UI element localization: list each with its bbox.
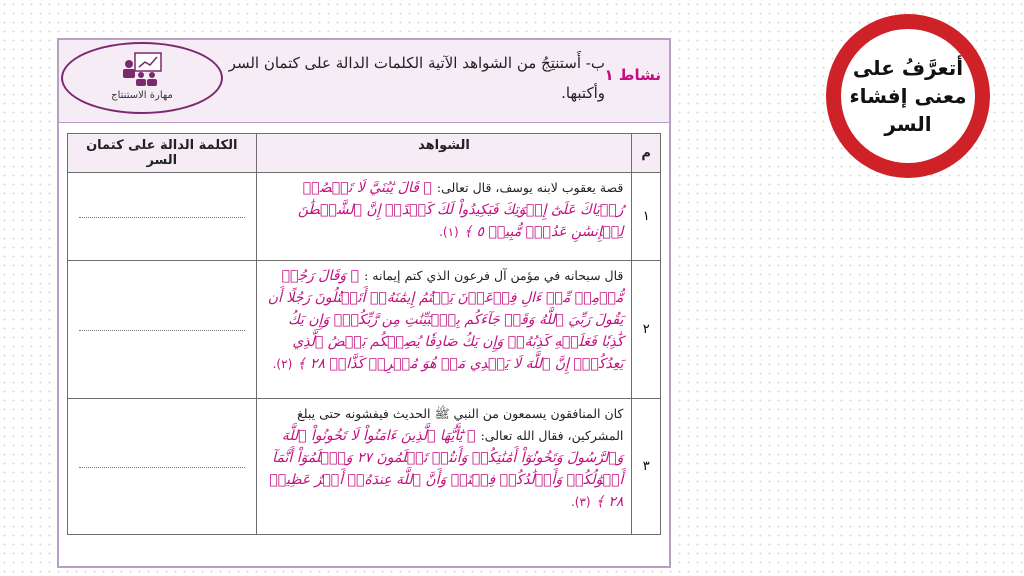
activity-header (59, 40, 669, 123)
topic-badge-inner (841, 29, 975, 163)
row-number: ٣ (632, 399, 661, 535)
quran-verse: ﴿ قَالَ يَٰبُنَيَّ لَا تَقۡصُصۡ رُءۡيَاكَ عَلَىٰٓ إِخۡوَتِكَ فَيَكِيدُواْ لَكَ كَيۡدًاۖ إِنَّ ٱلشَّيۡطَٰنَ لِلۡإِنسَٰنِ عَدُوّٞ مُّبِينٞ ٥ ﴾ (297, 180, 624, 240)
topic-badge (826, 14, 990, 178)
evidence-intro: كان المنافقون يسمعون من النبي ﷺ الحديث فيفشونه حتى يبلغ المشركين، فقال الله تعالى: (297, 406, 624, 443)
table-row (68, 261, 661, 399)
row-number: ٢ (632, 261, 661, 399)
footnote-ref: (٢). (272, 357, 293, 371)
header-evidence: الشواهد (256, 134, 632, 173)
activity-instruction: ب- أَستنتِجُ من الشواهد الآتية الكلمات الدالة على كتمان السر وأكتبها. (228, 54, 605, 102)
skill-label: مهارة الاستنتاج (111, 90, 173, 101)
activity-tag: نشاط ١ (604, 66, 661, 84)
evidence-cell (256, 399, 632, 535)
evidence-table (67, 133, 661, 535)
activity-card (57, 38, 671, 568)
row-number: ١ (632, 173, 661, 261)
answer-cell[interactable] (68, 399, 257, 535)
table-row (68, 173, 661, 261)
evidence-cell (256, 173, 632, 261)
table-row (68, 399, 661, 535)
footnote-ref: (٣). (570, 495, 591, 509)
footnote-ref: (١). (439, 225, 459, 239)
quran-verse: ﴿ يَٰٓأَيُّهَا ٱلَّذِينَ ءَامَنُواْ لَا تَخُونُواْ ٱللَّهَ وَٱلرَّسُولَ وَتَخُونُوٓاْ أَمَٰنَٰتِكُمۡ وَأَنتُمۡ تَعۡلَمُونَ ٢٧ وَٱعۡلَمُوٓاْ أَنَّمَآ أَمۡوَٰلُكُمۡ وَأَوۡلَٰدُكُمۡ فِتۡنَةٞ وَأَنَّ ٱللَّهَ عِندَهُۥٓ أَجۡرٌ عَظِيمٞ ٢٨ ﴾ (269, 428, 624, 510)
people-chart-icon (121, 52, 163, 86)
header-word: الكلمة الدالة على كتمان السر (68, 134, 257, 173)
answer-cell[interactable] (68, 173, 257, 261)
header-num: م (632, 134, 661, 173)
evidence-intro: قصة يعقوب لابنه يوسف، قال تعالى: (436, 180, 624, 195)
answer-line[interactable] (79, 215, 245, 218)
table-header-row (68, 134, 661, 173)
quran-verse: ﴿ وَقَالَ رَجُلٞ مُّؤۡمِنٞ مِّنۡ ءَالِ فِرۡعَوۡنَ يَكۡتُمُ إِيمَٰنَهُۥٓ أَتَقۡتُلُونَ رَجُلًا أَن يَقُولَ رَبِّيَ ٱللَّهُ وَقَدۡ جَآءَكُم بِٱلۡبَيِّنَٰتِ مِن رَّبِّكُمۡۖ وَإِن يَكُ كَٰذِبٗا فَعَلَيۡهِ كَذِبُهُۥۖ وَإِن يَكُ صَادِقٗا يُصِبۡكُم بَعۡضُ ٱلَّذِي يَعِدُكُمۡۖ إِنَّ ٱللَّهَ لَا يَهۡدِي مَنۡ هُوَ مُسۡرِفٞ كَذَّابٞ ٢٨ ﴾ (267, 268, 624, 372)
evidence-cell (256, 261, 632, 399)
answer-line[interactable] (79, 328, 245, 331)
evidence-intro: قال سبحانه في مؤمن آل فرعون الذي كتم إيمانه : (364, 268, 624, 283)
topic-badge-text: أتعرَّفُ على معنى إفشاء السر (849, 56, 967, 136)
skill-badge (61, 42, 223, 114)
answer-cell[interactable] (68, 261, 257, 399)
answer-line[interactable] (79, 465, 245, 468)
